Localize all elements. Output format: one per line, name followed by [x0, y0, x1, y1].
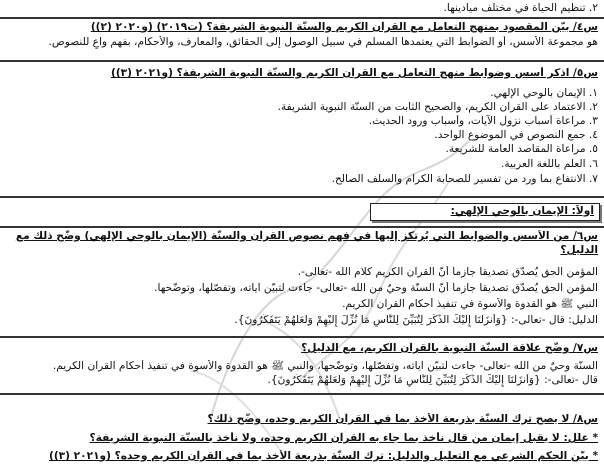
question-4: س٤/ بيّن المقصود بمنهج التعامل مع القرآن الكريم والسنّة النبوية الشريفة؟ (ت٢٠١٩) (و٢٠٢٠ (٢)) — [90, 21, 598, 33]
question-5: س٥/ اذكر أسس وضوابط منهج التعامل مع القرآن الكريم والسنّة النبوية الشريفة؟ (و٢٠٢١ (٣)) — [110, 67, 598, 79]
list-item: ٦. العلم باللغة العربية. — [500, 158, 598, 170]
section-divider — [0, 17, 604, 19]
question-8: س٨/ لا يصح ترك السنّة بذريعة الأخذ بما في القرآن الكريم وحده، وضّح ذلك؟ — [207, 413, 598, 425]
answer-6-point: النبي ﷺ هو القدوة والأسوة في تنفيذ أحكام القرآن الكريم. — [342, 298, 598, 310]
question-6: س٦/ من الأسس والضوابط التي يُرتكز إليها في فهم نصوص القرآن والسنّة (الإيمان بالوحي الإلهي) وضّح ذلك مع — [15, 230, 598, 242]
answer-6-evidence: الدليل: قال -تعالى-: {وَأَنزَلْنَا إِلَيْكَ الذِّكْرَ لِتُبَيِّنَ لِلنَّاسِ مَا نُزِّلَ إِلَيْهِمْ وَلَعَلَّهُمْ يَتَفَكَّرُونَ}. — [234, 314, 598, 326]
section-heading: أولاً: الإيمان بالوحي الإلهي: — [450, 205, 594, 217]
question-6-cont: الدليل؟ — [560, 244, 598, 256]
list-item: ٣. مراعاة أسباب نزول الآيات، وأسباب ورود الحديث. — [368, 115, 598, 127]
list-item: ٢. تنظيم الحياة في مختلف ميادينها. — [443, 2, 598, 14]
list-item: ٢. الاعتماد على القرآن الكريم، والصحيح الثابت من السنّة النبوية الشريفة. — [277, 101, 598, 113]
question-8-variant: * بيّن الحكم الشرعي مع التعليل والدليل: ترك السنّة بذريعة الأخذ بما في القرآن الكريم وحده؟ (و٢٠٢١ (٣)) — [48, 450, 598, 462]
list-item: ٧. الانتفاع بما ورد من تفسير للصحابة الكرام والسلف الصالح. — [331, 173, 598, 185]
section-divider — [0, 60, 604, 62]
section-divider — [0, 226, 604, 228]
answer-6-point: المؤمن الحق يُصدّق تصديقاً جازماً أنّ القرآن الكريم كلام الله -تعالى-. — [297, 266, 598, 278]
section-divider — [0, 196, 604, 198]
question-8-variant: * علل: لا يقبل إيمان من قال نأخذ بما جاء به القرآن الكريم وحده، ولا نأخذ بالسنّة النبوية الشريفة؟ — [89, 432, 598, 444]
answer-4: هو مجموعة الأسس، أو الضوابط التي يعتمدها المسلم في سبيل الوصول إلى الحقائق، والمعارف، والأحكام، بفهم واعٍ للنصوص. — [48, 36, 598, 48]
section-divider — [0, 393, 604, 395]
answer-7-evidence: قال -تعالى-: {وَأَنزَلْنَا إِلَيْكَ الذِّكْرَ لِتُبَيِّنَ لِلنَّاسِ مَا نُزِّلَ إِلَيْهِمْ وَلَعَلَّهُمْ يَتَفَكَّرُونَ}. — [267, 374, 598, 386]
answer-7: السنّة وحيٌ من الله -تعالى- جاءت لتبيّن آياته، وتفصّلها، وتوضّحها، والنبي ﷺ هو القدوة والأسوة في تنفيذ أحكام القرآن الكريم. — [52, 360, 598, 372]
list-item: ١. الإيمان بالوحي الإلهي. — [490, 87, 598, 99]
answer-6-point: المؤمن الحق يُصدّق تصديقاً جازماً أنّ السنّة وحيٌ من الله -تعالى- جاءت لتبيّن آياته، وتفصّلها، وتوضّحها. — [154, 282, 598, 294]
list-item: ٥. مراعاة المقاصد العامة للشريعة. — [445, 143, 598, 155]
question-7: س٧/ وضّح علاقة السنّة النبوية بالقرآن الكريم، مع الدليل؟ — [301, 342, 598, 354]
list-item: ٤. جمع النصوص في الموضوع الواحد. — [434, 129, 598, 141]
section-divider — [0, 336, 604, 338]
